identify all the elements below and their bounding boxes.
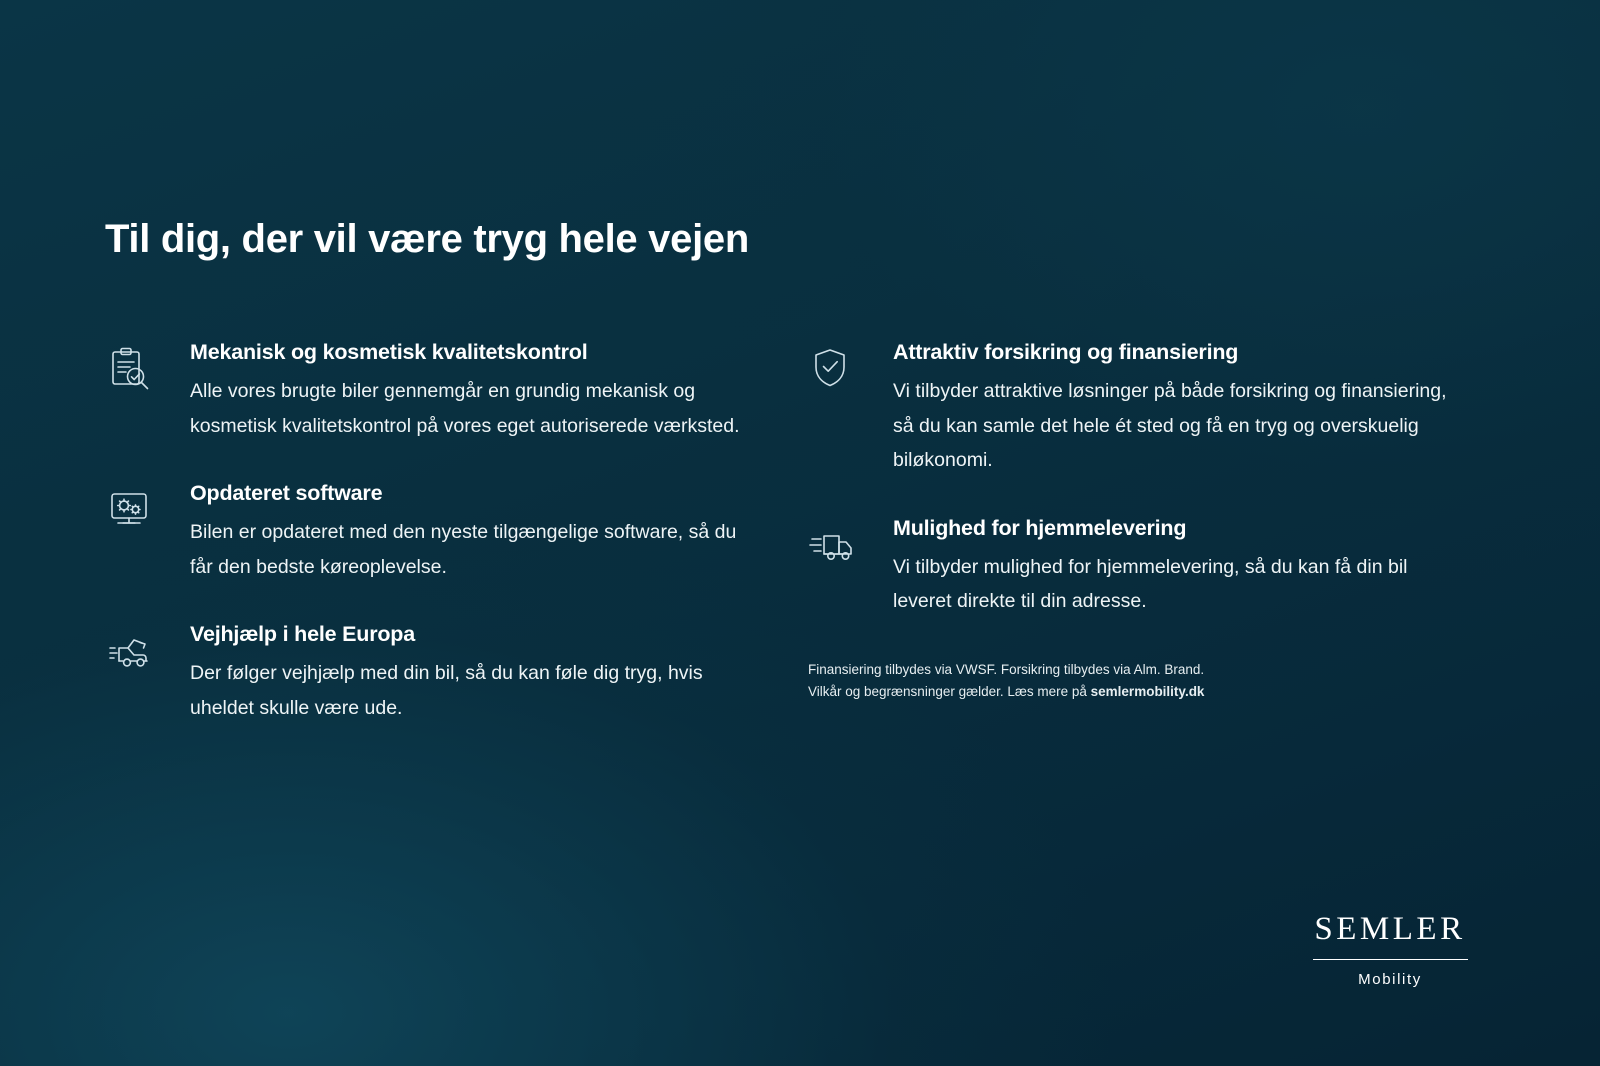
feature-body: Bilen er opdateret med den nyeste tilgængelige software, så du får den bedste køreoplevelse. — [190, 521, 737, 578]
feature-body: Alle vores brugte biler gennemgår en grundig mekanisk og kosmetisk kvalitetskontrol på vores eget autoriserede værksted. — [190, 379, 740, 437]
feature-body: Der følger vejhjælp med din bil, så du kan føle dig tryg, hvis uheldet skulle være ude. — [190, 662, 703, 719]
features-column-right — [808, 340, 1448, 703]
monitor-gears-icon — [105, 487, 161, 535]
delivery-truck-icon — [808, 522, 864, 570]
feature-body: Vi tilbyder attraktive løsninger på både forsikring og finansiering, så du kan samle det hele ét sted og få en tryg og overskuelig biløkonomi. — [893, 379, 1447, 472]
features-column-left — [105, 340, 745, 764]
logo-wordmark: SEMLER — [1314, 910, 1466, 947]
page-title: Til dig, der vil være tryg hele vejen — [105, 216, 749, 261]
feature-item — [808, 516, 1448, 619]
disclaimer-line-2 — [808, 681, 1308, 703]
disclaimer-line-1: Finansiering tilbydes via VWSF. Forsikring tilbydes via Alm. Brand. — [808, 662, 1205, 678]
shield-check-icon — [808, 346, 864, 394]
disclaimer — [808, 659, 1308, 703]
tow-truck-icon — [105, 628, 161, 676]
feature-item — [808, 340, 1448, 478]
feature-title: Attraktiv forsikring og finansiering — [893, 340, 1239, 364]
feature-body: Vi tilbyder mulighed for hjemmelevering, så du kan få din bil leveret direkte til din adresse. — [893, 555, 1408, 613]
logo-divider — [1313, 959, 1468, 961]
semler-mobility-logo — [1290, 910, 1490, 989]
feature-title: Vejhjælp i hele Europa — [190, 622, 415, 647]
feature-item — [105, 340, 745, 443]
feature-item — [105, 622, 745, 725]
semlermobility-link[interactable]: semlermobility.dk — [1090, 683, 1205, 699]
feature-title: Opdateret software — [190, 481, 383, 506]
clipboard-check-magnifier-icon — [105, 346, 161, 394]
disclaimer-line-2-text: Vilkår og begrænsninger gælder. Læs mere på — [808, 683, 1091, 699]
feature-item — [105, 481, 745, 584]
feature-title: Mulighed for hjemmelevering — [893, 515, 1187, 540]
feature-title: Mekanisk og kosmetisk kvalitetskontrol — [190, 340, 588, 364]
logo-subtitle: Mobility — [1358, 971, 1422, 988]
